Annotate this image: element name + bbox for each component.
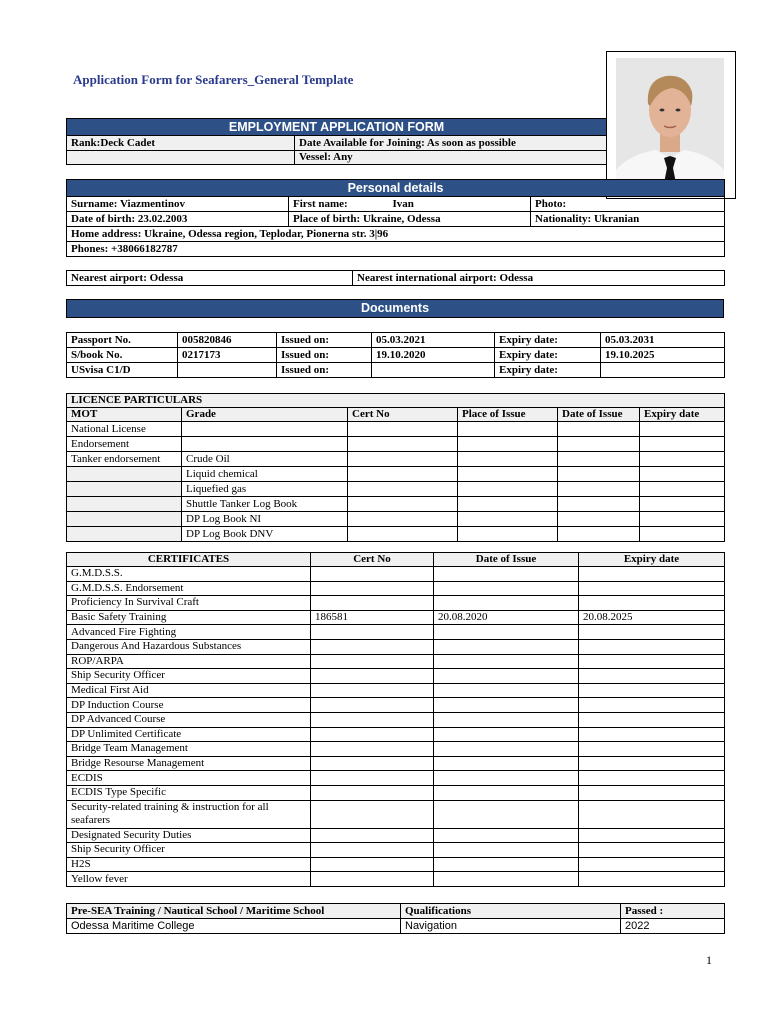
cert-issued: [434, 800, 579, 828]
documents-header: Documents: [67, 300, 724, 318]
column-header: Qualifications: [401, 904, 621, 919]
certificate-row: [67, 596, 725, 611]
certificate-name: Security-related training & instruction for all seafarers: [67, 800, 311, 828]
cert-issued: [434, 742, 579, 757]
certificate-row: [67, 785, 725, 800]
issued-label: Issued on:: [277, 348, 372, 363]
certificate-name: Advanced Fire Fighting: [67, 625, 311, 640]
cert-expiry: [579, 771, 725, 786]
licence-table: [66, 393, 725, 542]
certificate-name: Ship Security Officer: [67, 843, 311, 858]
expiry-label: Expiry date:: [495, 348, 601, 363]
cert-no: [311, 857, 434, 872]
cert-no: [311, 698, 434, 713]
cert-expiry: [579, 712, 725, 727]
cert-no: [311, 872, 434, 887]
mot-cell: [67, 482, 182, 497]
mot-cell: [67, 497, 182, 512]
grade-cell: DP Log Book DNV: [182, 527, 348, 542]
training-table: [66, 903, 725, 934]
cert-no: [311, 639, 434, 654]
grade-cell: DP Log Book NI: [182, 512, 348, 527]
cert-expiry: [579, 581, 725, 596]
photo-frame: [606, 51, 736, 199]
cert-expiry: [579, 872, 725, 887]
cert-no: [311, 669, 434, 684]
certificate-name: ECDIS: [67, 771, 311, 786]
cert-issued: [434, 857, 579, 872]
mot-cell: [67, 527, 182, 542]
cert-expiry: [579, 800, 725, 828]
licence-row: [67, 452, 725, 467]
cert-no: [311, 712, 434, 727]
certificate-row: [67, 639, 725, 654]
certificate-row: [67, 843, 725, 858]
certificate-name: Designated Security Duties: [67, 828, 311, 843]
nationality-field: Nationality: Ukranian: [531, 212, 725, 227]
cert-issued: [434, 683, 579, 698]
cert-no: [311, 828, 434, 843]
dob-field: Date of birth: 23.02.2003: [67, 212, 289, 227]
page-number: 1: [706, 953, 712, 967]
licence-row: [67, 482, 725, 497]
certificate-row: [67, 727, 725, 742]
phones-field: Phones: +38066182787: [67, 242, 725, 257]
vessel-field: Vessel: Any: [295, 151, 607, 165]
expiry-label: Expiry date:: [495, 363, 601, 378]
cert-expiry: [579, 785, 725, 800]
nearest-intl-airport-field: Nearest international airport: Odessa: [353, 271, 725, 286]
cert-expiry: [579, 742, 725, 757]
personal-details-table: [66, 179, 725, 257]
grade-cell: Liquid chemical: [182, 467, 348, 482]
cert-issued: [434, 771, 579, 786]
column-header: Expiry date: [579, 553, 725, 567]
cert-issued: [434, 581, 579, 596]
document-name: S/book No.: [67, 348, 178, 363]
certificate-row: [67, 872, 725, 887]
cert-issued: [434, 567, 579, 582]
documents-header-table: [66, 299, 724, 318]
certificate-name: DP Advanced Course: [67, 712, 311, 727]
document-row: [67, 363, 725, 378]
cert-expiry: [579, 828, 725, 843]
cert-no: [311, 742, 434, 757]
column-header: Place of Issue: [458, 408, 558, 422]
cert-no: [311, 581, 434, 596]
cert-expiry: [579, 567, 725, 582]
cert-issued: 20.08.2020: [434, 610, 579, 625]
certificate-name: Dangerous And Hazardous Substances: [67, 639, 311, 654]
document-issued: 19.10.2020: [372, 348, 495, 363]
nearest-airport-field: Nearest airport: Odessa: [67, 271, 353, 286]
document-issued: [372, 363, 495, 378]
certificate-name: Proficiency In Survival Craft: [67, 596, 311, 611]
certificate-row: [67, 683, 725, 698]
pob-field: Place of birth: Ukraine, Odessa: [289, 212, 531, 227]
licence-row: [67, 467, 725, 482]
cert-no: [311, 654, 434, 669]
certificate-name: ROP/ARPA: [67, 654, 311, 669]
column-header: Passed :: [621, 904, 725, 919]
cert-no: [311, 727, 434, 742]
column-header: Expiry date: [640, 408, 725, 422]
surname-field: Surname: Viazmentinov: [67, 197, 289, 212]
document-expiry: [601, 363, 725, 378]
personal-details-header: Personal details: [67, 180, 725, 197]
certificate-name: Bridge Team Management: [67, 742, 311, 757]
certificate-row: [67, 581, 725, 596]
cert-issued: [434, 625, 579, 640]
cert-expiry: [579, 698, 725, 713]
cert-expiry: [579, 843, 725, 858]
first-name-value: Ivan: [389, 197, 531, 212]
school-cell: Odessa Maritime College: [67, 919, 401, 934]
cert-expiry: [579, 727, 725, 742]
column-header: Grade: [182, 408, 348, 422]
cert-expiry: [579, 596, 725, 611]
cert-expiry: [579, 857, 725, 872]
certificate-row: [67, 654, 725, 669]
certificate-row: [67, 742, 725, 757]
licence-row: [67, 527, 725, 542]
certificate-name: G.M.D.S.S.: [67, 567, 311, 582]
certificates-table: [66, 552, 725, 887]
issued-label: Issued on:: [277, 333, 372, 348]
licence-row: [67, 437, 725, 452]
grade-cell: [182, 422, 348, 437]
cert-issued: [434, 712, 579, 727]
document-name: USvisa C1/D: [67, 363, 178, 378]
cert-no: [311, 843, 434, 858]
certificate-row: [67, 712, 725, 727]
cert-no: [311, 683, 434, 698]
cert-issued: [434, 596, 579, 611]
photo-label: Photo:: [531, 197, 725, 212]
licence-row: [67, 512, 725, 527]
document-issued: 05.03.2021: [372, 333, 495, 348]
certificate-name: DP Unlimited Certificate: [67, 727, 311, 742]
grade-cell: Crude Oil: [182, 452, 348, 467]
column-header: Cert No: [348, 408, 458, 422]
document-row: [67, 348, 725, 363]
cert-no: [311, 596, 434, 611]
cert-issued: [434, 828, 579, 843]
grade-cell: [182, 437, 348, 452]
column-header: MOT: [67, 408, 182, 422]
page-title: Application Form for Seafarers_General Template: [73, 72, 354, 87]
rank-field: Rank:Deck Cadet: [67, 136, 295, 151]
cert-issued: [434, 639, 579, 654]
document-expiry: 19.10.2025: [601, 348, 725, 363]
certificate-name: Yellow fever: [67, 872, 311, 887]
cert-no: [311, 756, 434, 771]
certificate-row: [67, 567, 725, 582]
expiry-label: Expiry date:: [495, 333, 601, 348]
column-header: Date of Issue: [434, 553, 579, 567]
licence-row: [67, 497, 725, 512]
cert-expiry: [579, 639, 725, 654]
certificate-name: ECDIS Type Specific: [67, 785, 311, 800]
issued-label: Issued on:: [277, 363, 372, 378]
cert-issued: [434, 843, 579, 858]
licence-header: LICENCE PARTICULARS: [67, 394, 725, 408]
certificate-row: [67, 756, 725, 771]
cert-issued: [434, 654, 579, 669]
document-number: 005820846: [178, 333, 277, 348]
cert-issued: [434, 669, 579, 684]
certificate-name: Bridge Resourse Management: [67, 756, 311, 771]
cert-expiry: [579, 683, 725, 698]
cert-issued: [434, 727, 579, 742]
cert-no: [311, 800, 434, 828]
document-number: [178, 363, 277, 378]
mot-cell: [67, 512, 182, 527]
document-row: [67, 333, 725, 348]
certificate-row: [67, 625, 725, 640]
employment-header: EMPLOYMENT APPLICATION FORM: [67, 119, 607, 136]
certificate-row: [67, 800, 725, 828]
grade-cell: Liquefied gas: [182, 482, 348, 497]
cert-no: [311, 567, 434, 582]
cert-expiry: [579, 756, 725, 771]
licence-row: [67, 422, 725, 437]
mot-cell: [67, 467, 182, 482]
cert-no: [311, 625, 434, 640]
cert-no: [311, 785, 434, 800]
document-number: 0217173: [178, 348, 277, 363]
document-expiry: 05.03.2031: [601, 333, 725, 348]
date-available-field: Date Available for Joining: As soon as possible: [295, 136, 607, 151]
column-header: Cert No: [311, 553, 434, 567]
documents-table: [66, 332, 725, 378]
certificate-row: [67, 669, 725, 684]
certificate-row: [67, 828, 725, 843]
certificate-row: [67, 857, 725, 872]
cert-expiry: [579, 654, 725, 669]
document-name: Passport No.: [67, 333, 178, 348]
mot-cell: Tanker endorsement: [67, 452, 182, 467]
mot-cell: Endorsement: [67, 437, 182, 452]
cert-expiry: [579, 625, 725, 640]
cert-no: [311, 771, 434, 786]
passed-cell: 2022: [621, 919, 725, 934]
training-row: [67, 919, 725, 934]
cert-expiry: 20.08.2025: [579, 610, 725, 625]
certificate-name: G.M.D.S.S. Endorsement: [67, 581, 311, 596]
column-header: CERTIFICATES: [67, 553, 311, 567]
column-header: Date of Issue: [558, 408, 640, 422]
certificate-name: H2S: [67, 857, 311, 872]
grade-cell: Shuttle Tanker Log Book: [182, 497, 348, 512]
cert-issued: [434, 872, 579, 887]
certificate-name: Basic Safety Training: [67, 610, 311, 625]
applicant-photo: [616, 58, 724, 193]
column-header: Pre-SEA Training / Nautical School / Maritime School: [67, 904, 401, 919]
certificate-row: [67, 698, 725, 713]
certificate-name: DP Induction Course: [67, 698, 311, 713]
cert-issued: [434, 756, 579, 771]
certificate-name: Ship Security Officer: [67, 669, 311, 684]
cert-expiry: [579, 669, 725, 684]
certificate-row: [67, 771, 725, 786]
address-field: Home address: Ukraine, Odessa region, Teplodar, Pionerna str. 3|96: [67, 227, 725, 242]
certificate-name: Medical First Aid: [67, 683, 311, 698]
airport-table: [66, 270, 725, 286]
cert-no: 186581: [311, 610, 434, 625]
qualification-cell: Navigation: [401, 919, 621, 934]
employment-table: [66, 118, 607, 165]
certificate-row: [67, 610, 725, 625]
cert-issued: [434, 785, 579, 800]
cert-issued: [434, 698, 579, 713]
first-name-label: First name:: [289, 197, 389, 212]
mot-cell: National License: [67, 422, 182, 437]
